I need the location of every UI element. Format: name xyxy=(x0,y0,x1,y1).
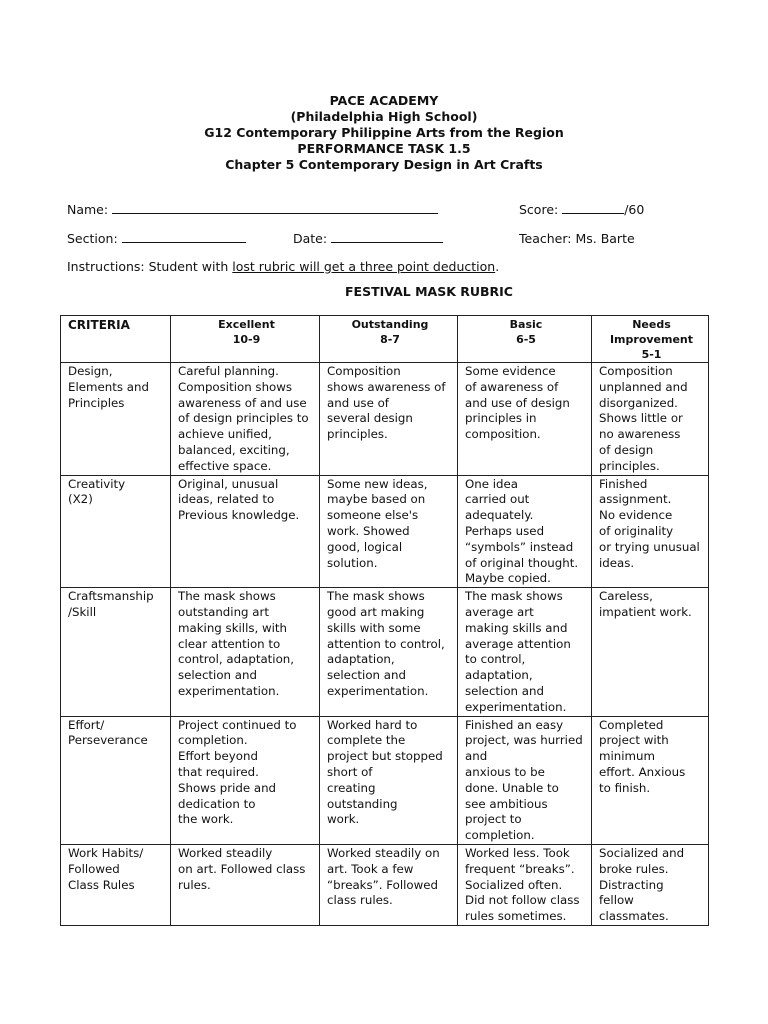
cell-text-line: Maybe copied. xyxy=(465,571,551,586)
cell-text-line: Some new ideas, xyxy=(327,476,428,491)
cell-text-line: ideas, related to xyxy=(178,492,275,507)
cell-text-line: balanced, exciting, xyxy=(178,442,290,457)
basic-cell xyxy=(458,844,592,925)
cell-text-line: of original thought. xyxy=(465,555,579,570)
cell-text-line: making skills and xyxy=(465,620,568,635)
school-name: PACE ACADEMY xyxy=(329,93,439,108)
cell-text-line: work. xyxy=(327,812,360,827)
cell-text-line: Socialized often. xyxy=(465,877,563,892)
cell-text-line: completion. xyxy=(178,733,248,748)
cell-text-line: of design xyxy=(599,442,654,457)
score-label: Score: xyxy=(519,202,559,217)
section-label: Section: xyxy=(67,231,118,246)
cell-text-line: shows awareness of xyxy=(327,379,446,394)
criteria-cell xyxy=(61,716,171,844)
instructions xyxy=(67,259,499,275)
rubric-row xyxy=(61,844,709,925)
cell-text-line: “breaks”. Followed xyxy=(327,877,439,892)
cell-text-line: Completed xyxy=(599,717,664,732)
basic-cell xyxy=(458,475,592,588)
outstanding-cell xyxy=(320,475,458,588)
name-blank[interactable] xyxy=(112,202,438,214)
teacher-field xyxy=(519,231,635,247)
cell-text-line: principles in xyxy=(465,411,537,426)
header-line: Needs xyxy=(632,318,671,331)
cell-text-line: of design principles to xyxy=(178,411,309,426)
cell-text-line: complete the xyxy=(327,733,406,748)
teacher-label: Teacher: Ms. Barte xyxy=(519,231,635,246)
cell-text-line: creating xyxy=(327,780,376,795)
cell-text-line: adaptation, xyxy=(327,652,395,667)
rubric-row xyxy=(61,716,709,844)
cell-text-line: Perhaps used xyxy=(465,523,545,538)
cell-text-line: attention to control, xyxy=(327,636,445,651)
cell-text-line: Finished an easy xyxy=(465,717,564,732)
cell-text-line: see ambitious xyxy=(465,796,548,811)
cell-text-line: disorganized. xyxy=(599,395,678,410)
cell-text-line: Careful planning. xyxy=(178,364,279,378)
cell-text-line: average art xyxy=(465,604,534,619)
cell-text-line: Worked steadily xyxy=(178,845,273,860)
basic-cell xyxy=(458,716,592,844)
date-blank[interactable] xyxy=(331,231,443,243)
cell-text-line: Shows pride and xyxy=(178,780,277,795)
header-line: Improvement xyxy=(609,333,694,346)
cell-text-line: /Skill xyxy=(68,604,97,619)
cell-text-line: selection and xyxy=(327,668,406,683)
excellent-cell xyxy=(171,475,320,588)
cell-text-line: classmates. xyxy=(599,909,669,924)
cell-text-line: achieve unified, xyxy=(178,427,272,442)
basic-cell xyxy=(458,363,592,476)
cell-text-line: unplanned and xyxy=(599,379,688,394)
cell-text-line: Project continued to xyxy=(178,717,297,732)
criteria-cell xyxy=(61,588,171,716)
date-label: Date: xyxy=(293,231,328,246)
cell-text-line: frequent “breaks”. xyxy=(465,861,575,876)
cell-text-line: No evidence xyxy=(599,508,673,523)
cell-text-line: Perseverance xyxy=(68,733,148,748)
cell-text-line: someone else's xyxy=(327,508,419,523)
cell-text-line: One idea xyxy=(465,476,519,491)
criteria-cell xyxy=(61,363,171,476)
course-title: G12 Contemporary Philippine Arts from the Region xyxy=(204,125,564,140)
header-line: 5-1 xyxy=(641,348,662,361)
cell-text-line: Worked hard to xyxy=(327,717,418,732)
excellent-cell xyxy=(171,844,320,925)
cell-text-line: experimentation. xyxy=(178,683,280,698)
cell-text-line: experimentation. xyxy=(465,699,567,714)
cell-text-line: good art making xyxy=(327,604,425,619)
cell-text-line: ideas. xyxy=(599,555,635,570)
cell-text-line: principles. xyxy=(327,427,388,442)
cell-text-line: Composition xyxy=(599,364,673,378)
cell-text-line: Finished xyxy=(599,476,648,491)
cell-text-line: Followed xyxy=(68,861,120,876)
needs-improvement-cell xyxy=(592,475,709,588)
cell-text-line: outstanding xyxy=(327,796,398,811)
criteria-cell xyxy=(61,844,171,925)
rubric-header-row xyxy=(61,316,709,363)
rubric-row xyxy=(61,475,709,588)
cell-text-line: of awareness of xyxy=(465,379,559,394)
cell-text-line: project with xyxy=(599,733,669,748)
outstanding-cell xyxy=(320,588,458,716)
score-field[interactable] xyxy=(519,202,644,218)
cell-text-line: dedication to xyxy=(178,796,256,811)
cell-text-line: (X2) xyxy=(68,492,93,507)
cell-text-line: minimum xyxy=(599,749,655,764)
score-total: /60 xyxy=(624,202,645,217)
rubric-body xyxy=(61,363,709,926)
cell-text-line: The mask shows xyxy=(327,589,425,604)
header-line: Excellent xyxy=(218,318,275,331)
cell-text-line: project but stopped xyxy=(327,749,443,764)
header-line: Outstanding xyxy=(351,318,429,331)
cell-text-line: outstanding art xyxy=(178,604,269,619)
needs-improvement-cell xyxy=(592,363,709,476)
cell-text-line: art. Took a few xyxy=(327,861,414,876)
cell-text-line: Principles xyxy=(68,395,125,410)
cell-text-line: the work. xyxy=(178,812,234,827)
outstanding-cell xyxy=(320,844,458,925)
excellent-cell xyxy=(171,363,320,476)
cell-text-line: experimentation. xyxy=(327,683,429,698)
cell-text-line: Shows little or xyxy=(599,411,683,426)
cell-text-line: Distracting xyxy=(599,877,664,892)
excellent-header xyxy=(171,316,320,363)
cell-text-line: The mask shows xyxy=(465,589,563,604)
date-field[interactable] xyxy=(293,231,443,247)
criteria-cell xyxy=(61,475,171,588)
cell-text-line: to control, xyxy=(465,652,526,667)
cell-text-line: fellow xyxy=(599,893,634,908)
section-field[interactable] xyxy=(67,231,246,247)
chapter-title: Chapter 5 Contemporary Design in Art Crafts xyxy=(225,157,543,172)
name-label: Name: xyxy=(67,202,109,217)
cell-text-line: clear attention to xyxy=(178,636,281,651)
rubric-title: FESTIVAL MASK RUBRIC xyxy=(345,284,513,299)
cell-text-line: completion. xyxy=(465,828,535,843)
cell-text-line: Did not follow class xyxy=(465,893,580,908)
cell-text-line: anxious to be xyxy=(465,764,545,779)
score-blank[interactable] xyxy=(562,202,624,214)
needs-improvement-cell xyxy=(592,716,709,844)
header-line: 6-5 xyxy=(516,333,536,346)
instructions-suffix: . xyxy=(495,259,500,274)
school-subtitle: (Philadelphia High School) xyxy=(290,109,478,124)
cell-text-line: short of xyxy=(327,764,373,779)
header-line: CRITERIA xyxy=(68,318,130,332)
cell-text-line: no awareness xyxy=(599,427,681,442)
cell-text-line: making skills, with xyxy=(178,620,288,635)
header-line: 10-9 xyxy=(232,333,261,346)
basic-header xyxy=(458,316,592,363)
cell-text-line: skills with some xyxy=(327,620,421,635)
cell-text-line: rules sometimes. xyxy=(465,909,567,924)
cell-text-line: Work Habits/ xyxy=(68,845,144,860)
cell-text-line: solution. xyxy=(327,555,378,570)
cell-text-line: project to xyxy=(465,812,522,827)
instructions-underlined: lost rubric will get a three point deduction xyxy=(232,259,496,274)
excellent-cell xyxy=(171,588,320,716)
cell-text-line: Careless, xyxy=(599,589,653,604)
cell-text-line: control, adaptation, xyxy=(178,652,295,667)
cell-text-line: and xyxy=(465,749,488,764)
cell-text-line: adaptation, xyxy=(465,668,533,683)
cell-text-line: several design xyxy=(327,411,413,426)
cell-text-line: effort. Anxious xyxy=(599,764,686,779)
cell-text-line: assignment. xyxy=(599,492,672,507)
cell-text-line: project, was hurried xyxy=(465,733,583,748)
cell-text-line: broke rules. xyxy=(599,861,669,876)
cell-text-line: adequately. xyxy=(465,508,534,523)
section-blank[interactable] xyxy=(122,231,246,243)
cell-text-line: Socialized and xyxy=(599,845,685,860)
cell-text-line: Original, unusual xyxy=(178,476,279,491)
cell-text-line: maybe based on xyxy=(327,492,426,507)
cell-text-line: that required. xyxy=(178,764,259,779)
criteria-header xyxy=(61,316,171,363)
basic-cell xyxy=(458,588,592,716)
needs-improvement-header xyxy=(592,316,709,363)
rubric-row xyxy=(61,363,709,476)
header-line: Basic xyxy=(509,318,543,331)
cell-text-line: Worked steadily on xyxy=(327,845,440,860)
cell-text-line: class rules. xyxy=(327,893,393,908)
outstanding-cell xyxy=(320,363,458,476)
cell-text-line: Effort beyond xyxy=(178,749,258,764)
cell-text-line: “symbols” instead xyxy=(465,539,574,554)
cell-text-line: Elements and xyxy=(68,379,149,394)
instructions-prefix: Instructions: Student with xyxy=(67,259,233,274)
rubric-table xyxy=(60,315,709,926)
cell-text-line: The mask shows xyxy=(178,589,276,604)
cell-text-line: Class Rules xyxy=(68,877,135,892)
outstanding-header xyxy=(320,316,458,363)
cell-text-line: principles. xyxy=(599,458,660,473)
name-field[interactable] xyxy=(67,202,438,218)
cell-text-line: or trying unusual xyxy=(599,539,700,554)
cell-text-line: selection and xyxy=(465,683,544,698)
cell-text-line: and use of xyxy=(327,395,389,410)
cell-text-line: Composition shows xyxy=(178,379,293,394)
cell-text-line: average attention xyxy=(465,636,571,651)
task-title: PERFORMANCE TASK 1.5 xyxy=(297,141,471,156)
cell-text-line: awareness of and use xyxy=(178,395,307,410)
cell-text-line: work. Showed xyxy=(327,523,410,538)
cell-text-line: Effort/ xyxy=(68,717,105,732)
header-line: 8-7 xyxy=(380,333,400,346)
cell-text-line: rules. xyxy=(178,877,211,892)
cell-text-line: of originality xyxy=(599,523,674,538)
cell-text-line: selection and xyxy=(178,668,257,683)
cell-text-line: good, logical xyxy=(327,539,403,554)
cell-text-line: impatient work. xyxy=(599,604,692,619)
cell-text-line: composition. xyxy=(465,427,541,442)
cell-text-line: and use of design xyxy=(465,395,570,410)
cell-text-line: carried out xyxy=(465,492,530,507)
cell-text-line: done. Unable to xyxy=(465,780,559,795)
rubric-row xyxy=(61,588,709,716)
cell-text-line: Design, xyxy=(68,364,113,378)
cell-text-line: Composition xyxy=(327,364,401,378)
cell-text-line: Craftsmanship xyxy=(68,589,154,604)
outstanding-cell xyxy=(320,716,458,844)
cell-text-line: to finish. xyxy=(599,780,651,795)
excellent-cell xyxy=(171,716,320,844)
cell-text-line: Creativity xyxy=(68,476,126,491)
cell-text-line: on art. Followed class xyxy=(178,861,306,876)
cell-text-line: Worked less. Took xyxy=(465,845,570,860)
cell-text-line: Some evidence xyxy=(465,364,556,378)
document-header xyxy=(0,93,768,173)
cell-text-line: Previous knowledge. xyxy=(178,508,300,523)
needs-improvement-cell xyxy=(592,588,709,716)
needs-improvement-cell xyxy=(592,844,709,925)
cell-text-line: effective space. xyxy=(178,458,272,473)
